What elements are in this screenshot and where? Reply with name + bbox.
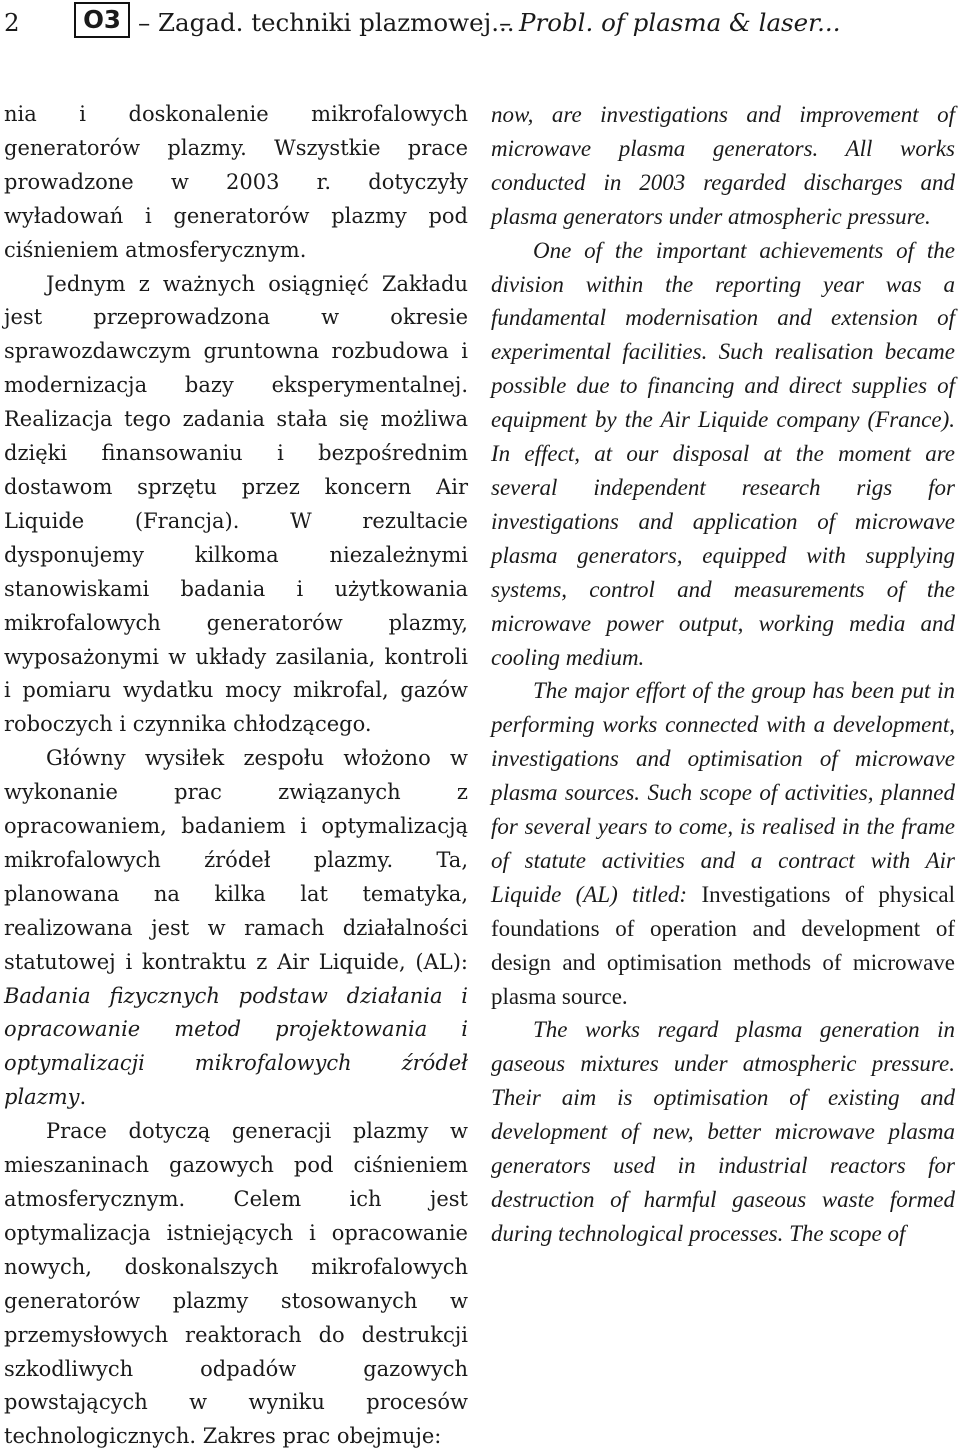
- page-number: 2: [4, 8, 20, 37]
- polish-column: [4, 98, 468, 1454]
- polish-paragraph-1: nia i doskonalenie mikrofalowych generatorów plazmy. Wszystkie prace prowadzone w 2003 r. dotyczyły wyładowań i generatorów plazmy pod ciśnieniem atmosferycznym.: [4, 102, 468, 262]
- polish-paragraph-3-end: .: [79, 1085, 87, 1110]
- header-title-polish: – Zagad. techniki plazmowej...: [138, 8, 515, 37]
- header-title-english: – Probl. of plasma & laser...: [499, 8, 841, 37]
- english-project-title: Investigations of physical foundations of operation and development of design and optimisation methods of microwave plasma source.: [491, 881, 955, 1009]
- english-paragraph-3-text: The major effort of the group has been put in performing works connected with a development, investigations and optimisation of microwave plasma sources. Such scope of activities, planned for several years to come, is realised in the frame of statute activities and a contract with Air Liquide (AL) titled:: [491, 678, 955, 907]
- page-header: [0, 0, 960, 46]
- polish-paragraph-3-text: Główny wysiłek zespołu włożono w wykonanie prac związanych z opracowaniem, badaniem i optymalizacją mikrofalowych źródeł plazmy. Ta, planowana na kilka lat tematyka, realizowana jest w ramach działalności statutowej i kontraktu z Air Liquide, (AL):: [4, 746, 468, 974]
- english-paragraph-2: One of the important achievements of the division within the reporting year was a fundamental modernisation and extension of experimental facilities. Such realisation became possible due to financing and direct supplies of equipment by the Air Liquide company (France). In effect, at our disposal at the moment are several independent research rigs for investigations and application of microwave plasma generators, equipped with supplying systems, control and measurements of the microwave power output, working media and cooling medium.: [491, 237, 955, 670]
- polish-paragraph-2: Jednym z ważnych osiągnięć Zakładu jest przeprowadzona w okresie sprawozdawczym gruntowna rozbudowa i modernizacja bazy eksperymentalnej. Realizacja tego zadania stała się możliwa dzięki finansowaniu i bezpośrednim dostawom sprzętu przez koncern Air Liquide (Francja). W rezultacie dysponujemy kilkoma niezależnymi stanowiskami badania i użytkowania mikrofalowych generatorów plazmy, wyposażonymi w układy zasilania, kontroli i pomiaru wydatku mocy mikrofal, gazów roboczych i czynnika chłodzącego.: [4, 271, 468, 737]
- polish-paragraph-3: [4, 742, 468, 1115]
- polish-project-title: Badania fizycznych podstaw działania i opracowanie metod projektowania i optymalizacji mikrofalowych źródeł plazmy: [4, 983, 468, 1110]
- section-badge: O3: [74, 2, 130, 38]
- english-paragraph-4: The works regard plasma generation in gaseous mixtures under atmospheric pressure. Their aim is optimisation of existing and development of new, better microwave plasma generators used in industrial reactors for destruction of harmful gaseous waste formed during technological processes. The scope of: [491, 1017, 955, 1246]
- english-paragraph-1: now, are investigations and improvement of microwave plasma generators. All works conducted in 2003 regarded discharges and plasma generators under atmospheric pressure.: [491, 102, 955, 229]
- english-column: [491, 98, 955, 1251]
- polish-paragraph-4: Prace dotyczą generacji plazmy w mieszaninach gazowych pod ciśnieniem atmosferycznym. Celem ich jest optymalizacja istniejących i opracowanie nowych, doskonalszych mikrofalowych generatorów plazmy stosowanych w przemysłowych reaktorach do destrukcji szkodliwych odpadów gazowych powstających w wyniku procesów technologicznych. Zakres prac obejmuje:: [4, 1119, 468, 1449]
- english-paragraph-3: [491, 674, 955, 1013]
